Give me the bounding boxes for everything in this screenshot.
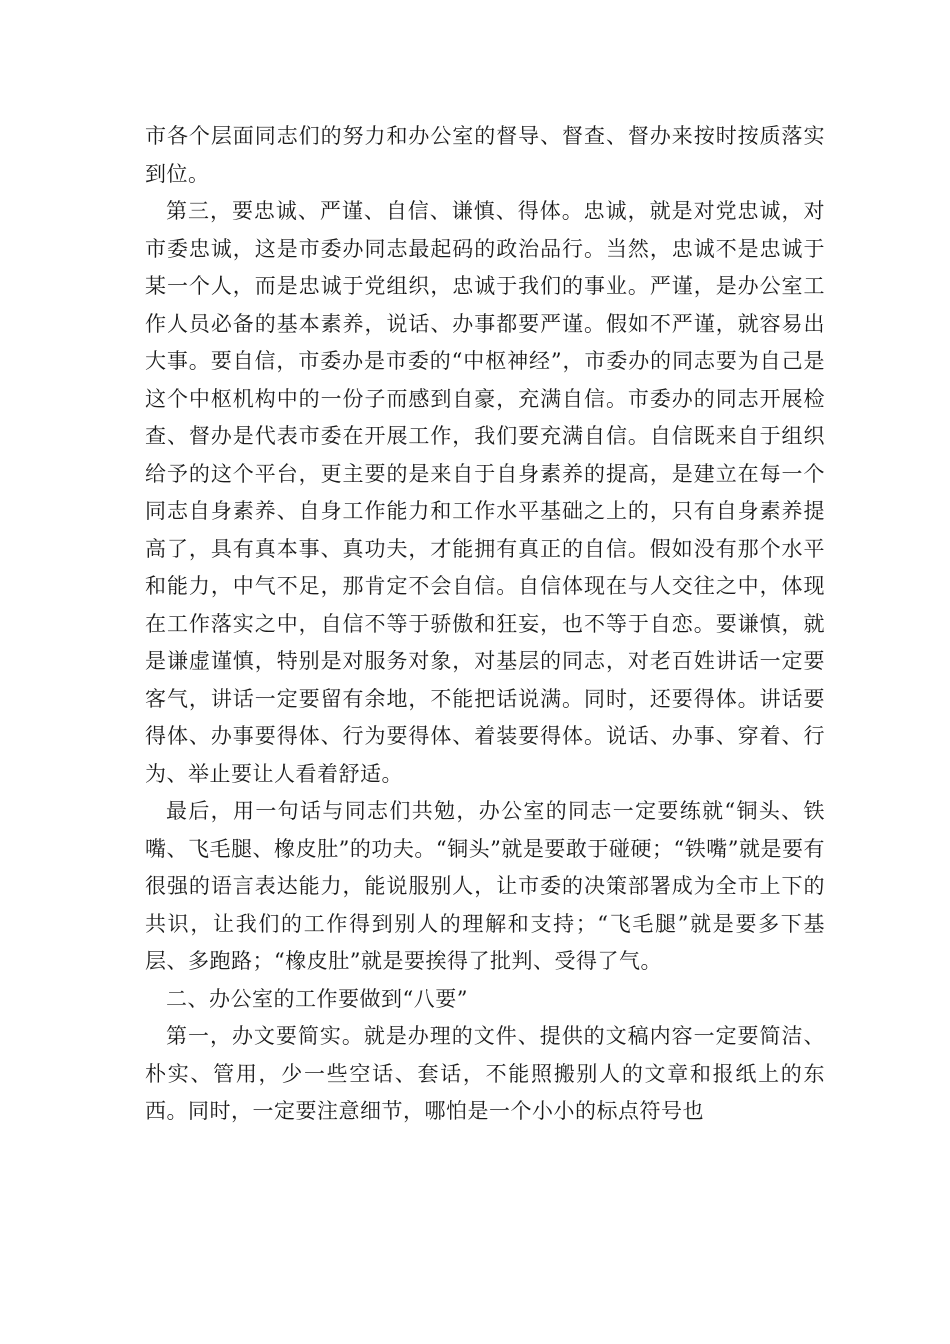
document-body [145, 118, 825, 1131]
paragraph-continuation: 市各个层面同志们的努力和办公室的督导、督查、督办来按时按质落实到位。 [145, 124, 825, 186]
section-heading: 二、办公室的工作要做到“八要” [166, 986, 468, 1011]
paragraph-first-requirement: 第一，办文要简实。就是办理的文件、提供的文稿内容一定要简洁、朴实、管用，少一些空话、套话，不能照搬别人的文章和报纸上的东西。同时，一定要注意细节，哪怕是一个小小的标点符号也 [145, 1024, 825, 1123]
paragraph-closing: 最后，用一句话与同志们共勉，办公室的同志一定要练就“铜头、铁嘴、飞毛腿、橡皮肚”的功夫。“铜头”就是要敢于碰硬；“铁嘴”就是要有很强的语言表达能力，能说服别人，让市委的决策部署成为全市上下的共识，让我们的工作得到别人的理解和支持；“飞毛腿”就是要多下基层、多跑路；“橡皮肚”就是要挨得了批判、受得了气。 [145, 799, 825, 973]
paragraph-third-point: 第三，要忠诚、严谨、自信、谦慎、得体。忠诚，就是对党忠诚，对市委忠诚，这是市委办同志最起码的政治品行。当然，忠诚不是忠诚于某一个人，而是忠诚于党组织，忠诚于我们的事业。严谨，是办公室工作人员必备的基本素养，说话、办事都要严谨。假如不严谨，就容易出大事。要自信，市委办是市委的“中枢神经”，市委办的同志要为自己是这个中枢机构中的一份子而感到自豪，充满自信。市委办的同志开展检查、督办是代表市委在开展工作，我们要充满自信。自信既来自于组织给予的这个平台，更主要的是来自于自身素养的提高，是建立在每一个同志自身素养、自身工作能力和工作水平基础之上的，只有自身素养提高了，具有真本事、真功夫，才能拥有真正的自信。假如没有那个水平和能力，中气不足，那肯定不会自信。自信体现在与人交往之中，体现在工作落实之中，自信不等于骄傲和狂妄，也不等于自恋。要谦慎，就是谦虚谨慎，特别是对服务对象，对基层的同志，对老百姓讲话一定要客气，讲话一定要留有余地，不能把话说满。同时，还要得体。讲话要得体、办事要得体、行为要得体、着装要得体。说话、办事、穿着、行为、举止要让人看着舒适。 [145, 199, 825, 786]
